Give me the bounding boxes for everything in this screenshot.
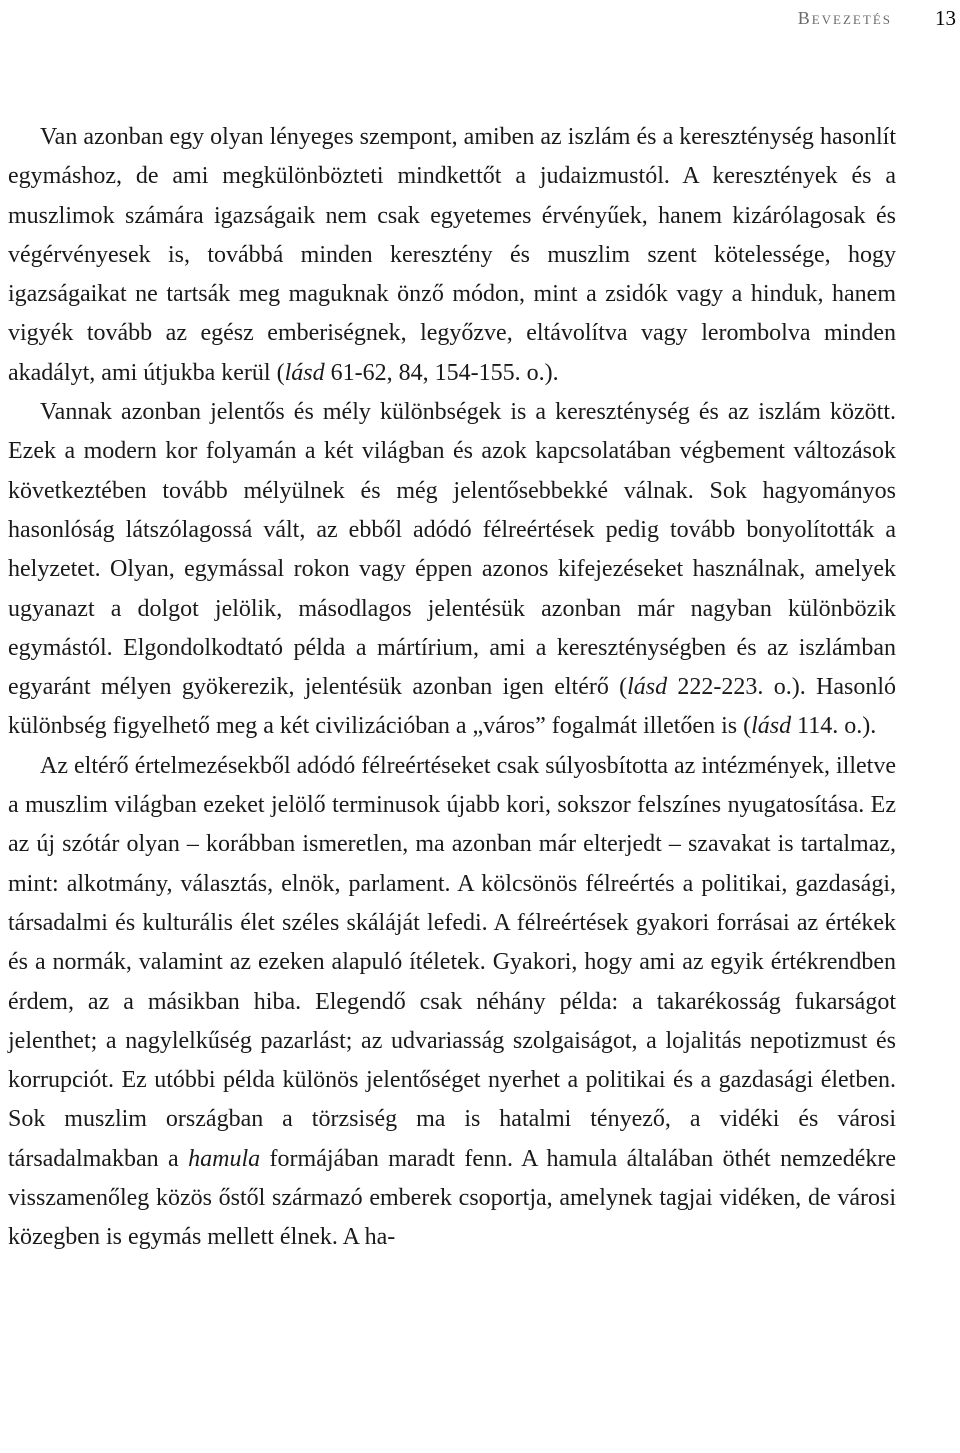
- text-run: 114. o.).: [791, 713, 877, 740]
- italic-run: lásd: [284, 359, 325, 386]
- body-text: [8, 118, 896, 1258]
- text-run: Van azonban egy olyan lényeges szempont, amiben az iszlám és a kereszténység hasonlít egymáshoz, de ami megkülönbözteti mindkettőt a judaizmustól. A keresztények és a muszlimok számára igazságaik nem csak egyetemes érvényűek, hanem kizárólagosak és végérvényesek is, továbbá minden keresztény és muszlim szent kötelessége, hogy igazságaikat ne tartsák meg maguknak önző módon, mint a zsidók vagy a hinduk, hanem vigyék tovább az egész emberiségnek, legyőzve, eltávolítva vagy lerombolva minden akadályt, ami útjukba kerül (: [8, 124, 896, 386]
- italic-run: lásd: [627, 674, 668, 701]
- section-title: Bevezetés: [797, 8, 892, 28]
- text-run: formájában maradt fenn. A hamula általában öthét nemzedékre visszamenőleg közös őstől származó emberek csoportja, amelynek tagjai vidéken, de városi közegben is egymás mellett élnek. A ha-: [8, 1145, 897, 1251]
- paragraph-3: [8, 747, 896, 1258]
- running-head: [0, 4, 960, 30]
- paragraph-1: [8, 118, 896, 393]
- text-run: Az eltérő értelmezésekből adódó félreértéseket csak súlyosbította az intézmények, illetve a muszlim világban ezeket jelölő terminusok újabb kori, sokszor felszínes nyugatosítása. Ez az új szótár olyan – korábban ismeretlen, ma azonban már elterjedt – szavakat is tartalmaz, mint: alkotmány, választás, elnök, parlament. A kölcsönös félreértés a politikai, gazdasági, társadalmi és kulturális élet széles skáláját lefedi. A félreértések gyakori forrásai az értékek és a normák, valamint az ezeken alapuló ítéletek. Gyakori, hogy ami az egyik értékrendben érdem, az a másikban hiba. Elegendő csak néhány példa: a takarékosság fukarságot jelenthet; a nagylelkűség pazarlást; az udvariasság szolgaiságot, a lojalitás nepotizmust és korrupciót. Ez utóbbi példa különös jelentőséget nyerhet a politikai és a gazdasági életben. Sok muszlim országban a törzsiség ma is hatalmi tényező, a vidéki és városi társadalmakban a: [8, 752, 896, 1172]
- paragraph-2: [8, 393, 896, 747]
- text-run: 61-62, 84, 154-155. o.).: [324, 359, 559, 386]
- italic-run: lásd: [751, 713, 792, 740]
- italic-run: hamula: [188, 1145, 261, 1172]
- page-number: 13: [935, 6, 956, 30]
- text-run: 222-223. o.). Hasonló különbség figyelhető meg a két civilizációban a „város” fogalmát illetően is (: [8, 674, 896, 740]
- text-run: Vannak azonban jelentős és mély különbségek is a kereszténység és az iszlám között. Ezek a modern kor folyamán a két világban és azok kapcsolatában végbement változások következtében tovább mélyülnek és még jelentősebbekké válnak. Sok hagyományos hasonlóság látszólagossá vált, az ebből adódó félreértések pedig tovább bonyolították a helyzetet. Olyan, egymással rokon vagy éppen azonos kifejezéseket használnak, amelyek ugyanazt a dolgot jelölik, másodlagos jelentésük azonban már nagyban különbözik egymástól. Elgondolkodtató példa a mártírium, ami a kereszténységben és az iszlámban egyaránt mélyen gyökerezik, jelentésük azonban igen eltérő (: [8, 399, 896, 701]
